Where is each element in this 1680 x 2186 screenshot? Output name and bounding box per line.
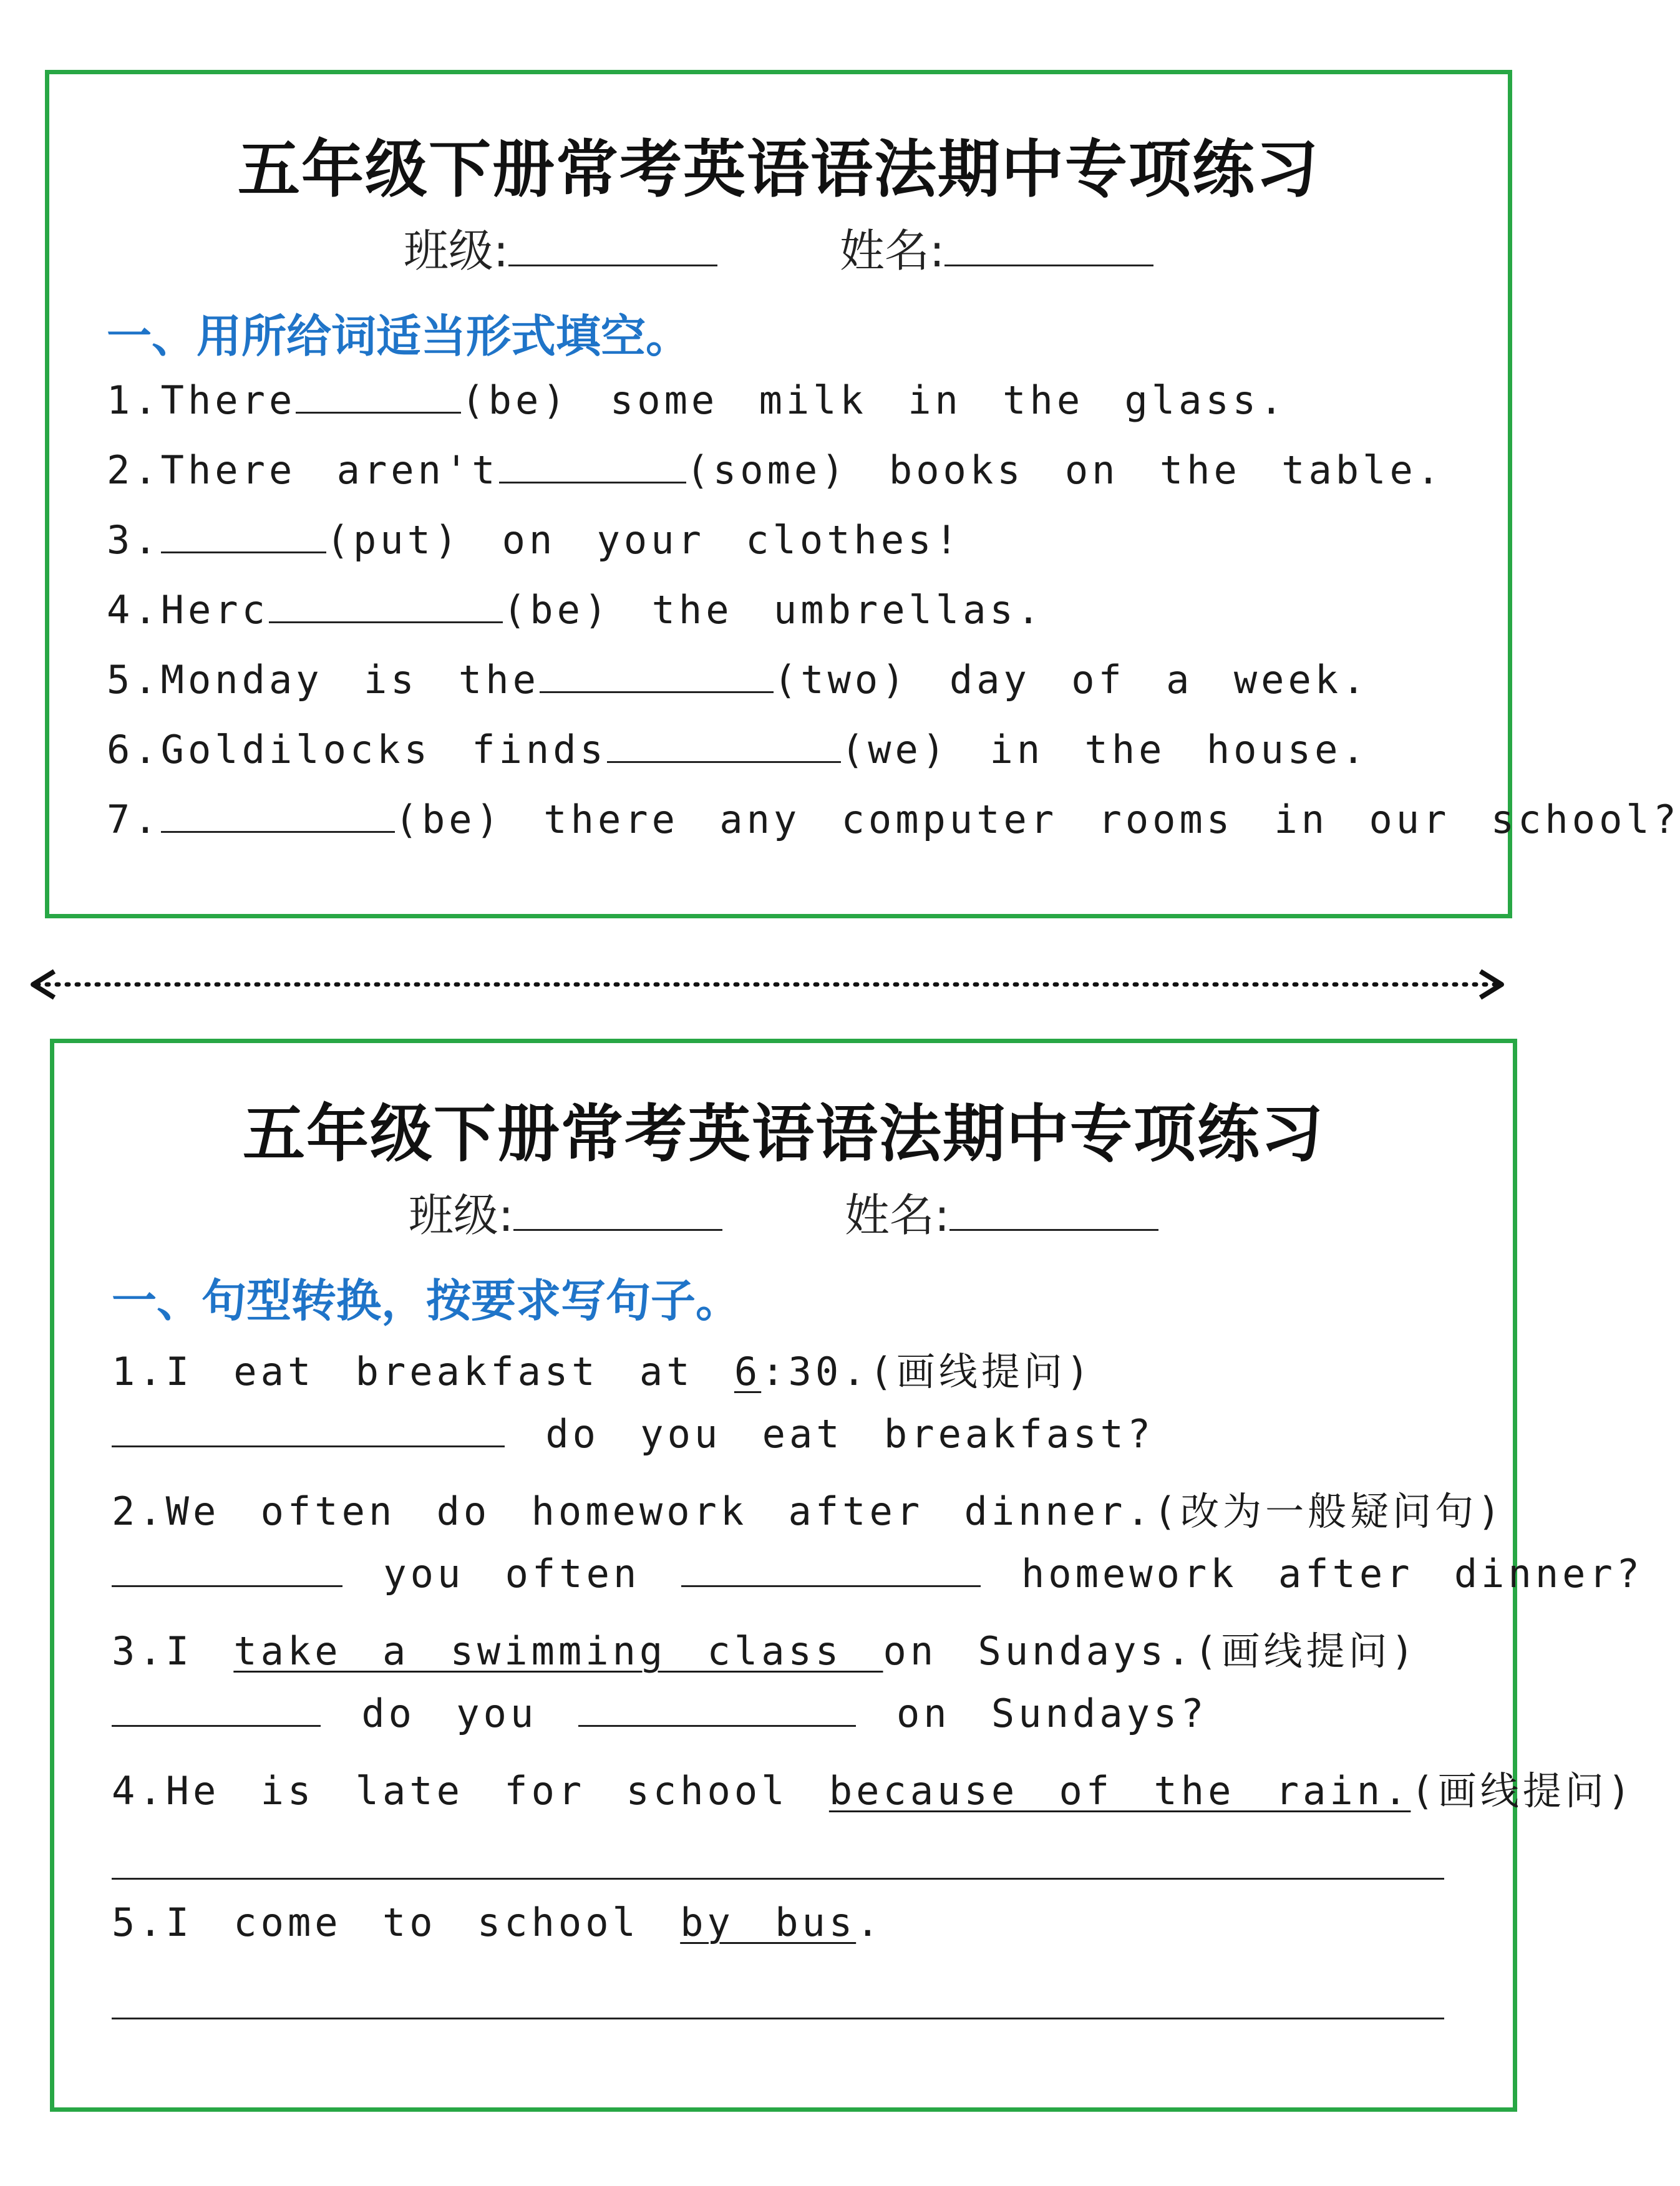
question-2	[112, 1480, 1504, 1536]
class-label: 班级:	[408, 1189, 514, 1241]
underlined-part: 6	[734, 1349, 762, 1394]
question-5	[112, 1900, 883, 1945]
question-text: (be) some milk in the glass.	[461, 377, 1287, 423]
question-2	[107, 447, 1444, 493]
question-text: (we) in the house.	[840, 726, 1369, 772]
question-7	[107, 796, 1680, 842]
name-blank[interactable]	[949, 1188, 1158, 1231]
question-text: 3.	[107, 517, 161, 563]
worksheet-title: 五年级下册常考英语语法期中专项练习	[238, 133, 1319, 206]
answer-blank[interactable]	[540, 656, 774, 693]
answer-text: homework after dinner?	[1021, 1550, 1644, 1596]
answer-line-1	[112, 1411, 1154, 1457]
question-text: (be) the umbrellas.	[502, 586, 1044, 633]
cut-line-divider	[28, 963, 1507, 1006]
answer-blank[interactable]	[112, 1411, 505, 1447]
answer-text: do you	[361, 1690, 538, 1736]
question-text: 3.I	[112, 1628, 234, 1674]
question-text: on Sundays.(画线提问)	[883, 1628, 1418, 1674]
answer-text: do you eat breakfast?	[545, 1411, 1155, 1457]
question-text: (two) day of a week.	[773, 656, 1369, 702]
name-blank[interactable]	[944, 224, 1153, 266]
question-4	[107, 586, 1044, 633]
student-info-row	[54, 1179, 1513, 1244]
answer-blank[interactable]	[269, 586, 503, 623]
underlined-part: by bus	[680, 1900, 857, 1945]
worksheet-card-1	[45, 70, 1680, 918]
class-blank[interactable]	[508, 224, 717, 266]
underlined-part: take a swimming class	[233, 1628, 883, 1674]
question-text: 5.I come to school	[112, 1900, 681, 1945]
student-info-row	[49, 215, 1508, 279]
question-text: 6.Goldilocks finds	[107, 726, 607, 772]
question-text: 5.Monday is the	[107, 656, 540, 702]
question-3	[112, 1620, 1418, 1676]
worksheet-card-2	[50, 1039, 1644, 2112]
answer-blank[interactable]	[112, 1550, 342, 1587]
answer-blank[interactable]	[161, 517, 326, 553]
underlined-part: because of the rain.	[828, 1768, 1411, 1814]
answer-blank[interactable]	[161, 796, 395, 833]
answer-full-line-5[interactable]	[112, 2018, 1444, 2019]
name-label: 姓名:	[844, 1189, 950, 1241]
question-6	[107, 726, 1369, 772]
question-text: 2.There aren't	[107, 447, 499, 493]
question-text: (some) books on the table.	[686, 447, 1444, 493]
question-text: 1.I eat breakfast at	[112, 1349, 734, 1394]
answer-blank[interactable]	[296, 377, 461, 414]
section-heading: 一、句型转换，按要求写句子。	[112, 1275, 741, 1327]
question-text: (画线提问)	[1411, 1768, 1635, 1814]
answer-line-3	[112, 1690, 1208, 1736]
answer-line-2	[112, 1550, 1643, 1596]
question-text: 4.He is late for school	[112, 1768, 829, 1814]
question-1	[112, 1341, 1093, 1396]
section-heading: 一、用所给词适当形式填空。	[107, 310, 691, 362]
question-text: 4.Herc	[107, 586, 269, 633]
question-1	[107, 377, 1286, 423]
question-text: (put) on your clothes!	[326, 517, 962, 563]
answer-blank[interactable]	[112, 1690, 321, 1727]
question-text: 7.	[107, 796, 161, 842]
answer-blank[interactable]	[681, 1550, 981, 1587]
answer-blank[interactable]	[578, 1690, 856, 1727]
question-text: :30.(画线提问)	[761, 1349, 1094, 1394]
answer-text: on Sundays?	[896, 1690, 1208, 1736]
question-text: 2.We often do homework after dinner.(改为一般疑问句)	[112, 1489, 1505, 1534]
name-label: 姓名:	[839, 225, 945, 277]
left-arrow-icon	[33, 971, 54, 998]
question-4	[112, 1760, 1634, 1815]
worksheet-title: 五年级下册常考英语语法期中专项练习	[243, 1097, 1324, 1170]
answer-full-line-4[interactable]	[112, 1878, 1444, 1880]
question-text: .	[856, 1900, 883, 1945]
question-text: (be) there any computer rooms in our school?	[394, 796, 1680, 842]
answer-blank[interactable]	[499, 447, 686, 483]
question-3	[107, 517, 962, 563]
answer-blank[interactable]	[607, 726, 841, 763]
class-label: 班级:	[403, 225, 509, 277]
class-blank[interactable]	[513, 1188, 722, 1231]
question-text: 1.There	[107, 377, 296, 423]
answer-text: you often	[383, 1550, 641, 1596]
question-5	[107, 656, 1369, 702]
